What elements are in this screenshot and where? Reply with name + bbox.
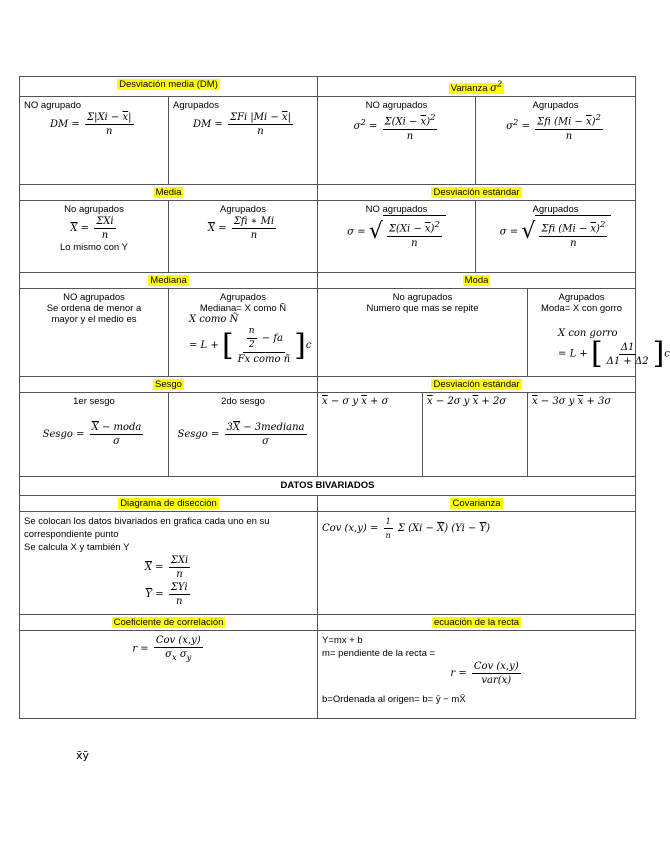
sesgo-primero-label: 1er sesgo [73, 396, 115, 408]
dm-agrupados-label: Agrupados [173, 100, 219, 112]
covarianza-cell [318, 512, 636, 615]
recta-r-formula: r = $\frac{\text{Cov (x,y)}}{\text{var(x)}}$ [450, 661, 519, 687]
diagrama-y-mean: $\overline{Y}$ = $\frac{\text{ΣYi}}{n}$ [145, 582, 188, 608]
recta-line-2: m= pendiente de la recta = [322, 648, 436, 660]
varianza-no-agrupados-label: NO agrupados [365, 100, 428, 112]
dm-no-agrupado-cell [20, 97, 169, 185]
diagrama-line-3: Se calcula X y también Y [24, 542, 130, 554]
covarianza-header: Covarianza [318, 496, 636, 512]
varianza-agrupados-label: Agrupados [532, 100, 579, 112]
covarianza-formula: Cov (x,y) = $\frac{1}{n}$ Σ $(Xi - \overline{X})$ $(Yi - \overline{Y})$ [322, 517, 491, 541]
desv-range-1: $\overline{x} - \sigma$ y $\overline{x} + \sigma$ [322, 396, 389, 408]
mediana-no-agrupados-cell [20, 289, 169, 377]
desv-range-2-cell [423, 393, 528, 477]
dm-agrupados-formula: DM = $\frac{\Sigma Fi |Mi - \overline{x}|}{n}$ [193, 112, 291, 138]
sesgo-primero-cell [20, 393, 169, 477]
correlacion-cell [20, 631, 318, 719]
desv-est-no-agrupados-formula: σ = √ $\frac{\Sigma(Xi - \overline{x})^2}{n}$ [322, 215, 471, 249]
dm-agrupados-cell [169, 97, 318, 185]
diagrama-header: Diagrama de disección [20, 496, 318, 512]
sesgo-segundo-cell [169, 393, 318, 477]
moda-x-con-gorro: X con gorro [558, 328, 618, 340]
media-agrupados-label: Agrupados [220, 204, 266, 216]
varianza-no-agrupados-formula: $\sigma^2$ = $\frac{\Sigma(Xi - \overline{x})^2}{n}$ [353, 112, 436, 142]
media-no-agrupados-label: No agrupados [64, 204, 124, 216]
mediana-desc-1: Se ordena de menor a [46, 303, 142, 315]
recta-line-3: b=Ordenada al origen= b= ȳ − mX̄ [322, 694, 466, 706]
varianza-agrupados-formula: $\sigma^2$ = $\frac{\Sigma fi (Mi - \overline{x})^2}{n}$ [506, 112, 601, 142]
varianza-header: Varianza $\sigma^2$ [318, 77, 636, 97]
diagrama-x-mean: $\overline{X}$ = $\frac{\text{ΣXi}}{n}$ [144, 555, 189, 581]
media-agrupados-cell [169, 201, 318, 273]
dm-no-agrupado-label: NO agrupado [24, 100, 82, 112]
recta-header: ecuación de la recta [318, 615, 636, 631]
sesgo-segundo-formula: Sesgo = $\frac{3\overline{X} - 3mediana}{\sigma}$ [177, 422, 305, 448]
mediana-formula: = L + [ $\frac{n}{2}$ − fa Fx como ñ ] c [189, 326, 312, 366]
mediana-eq: Mediana= X como Ñ [199, 303, 287, 315]
media-no-agrupados-formula: $\overline{X}$ = $\frac{\text{ΣXi}}{n}$ [70, 216, 114, 242]
recta-line-1: Y=mx + b [322, 635, 363, 647]
desv-est-agrupados-label: Agrupados [532, 204, 579, 216]
formula-table [19, 76, 670, 719]
varianza-agrupados-cell [476, 97, 636, 185]
recta-cell [318, 631, 636, 719]
moda-formula: = L + [ $\frac{\Delta 1}{\Delta 1 + \Delta 2}$ ] c [558, 336, 670, 372]
media-no-agrupados-cell [20, 201, 169, 273]
media-header: Media [20, 185, 318, 201]
dm-no-agrupado-formula: DM = $\frac{\Sigma|Xi - \overline{x}|}{n}$ [50, 112, 132, 138]
desv-est-header: Desviación estándar [318, 185, 636, 201]
media-agrupados-formula: $\overline{X}$ = $\frac{\text{Σfi ∗ Mi}}{n}$ [207, 216, 275, 242]
sesgo-primero-formula: Sesgo = $\frac{\overline{X} - moda}{\sigma}$ [42, 422, 142, 448]
correlacion-header: Coeficiente de correlación [20, 615, 318, 631]
bivariados-title: DATOS BIVARIADOS [20, 477, 636, 496]
sesgo-header: Sesgo [20, 377, 318, 393]
desv-range-3-cell [528, 393, 636, 477]
mediana-agrupados-label: Agrupados [220, 292, 266, 304]
diagrama-line-1: Se colocan los datos bivariados en grafica cada uno en su [24, 516, 270, 528]
desv-est2-header: Desviación estándar [318, 377, 636, 393]
moda-eq: Moda= X con gorro [540, 303, 623, 315]
mediana-x-como: X como Ñ [189, 314, 239, 326]
mediana-desc-2: mayor y el medio es [51, 314, 137, 326]
correlacion-formula: r = $\frac{\text{Cov (x,y)}}{\sigma_x \sigma_y}$ [132, 635, 201, 663]
moda-no-agrupados-cell [318, 289, 528, 377]
desv-range-2: $\overline{x} - 2\sigma$ y $\overline{x} + 2\sigma$ [427, 396, 507, 408]
desv-range-3: $\overline{x} - 3\sigma$ y $\overline{x} + 3\sigma$ [532, 396, 612, 408]
moda-header: Moda [318, 273, 636, 289]
media-note: Lo mismo con Y [60, 242, 128, 254]
desv-range-1-cell [318, 393, 423, 477]
desv-est-no-agrupados-cell [318, 201, 476, 273]
varianza-no-agrupados-cell [318, 97, 476, 185]
desv-est-no-agrupados-label: NO agrupados [365, 204, 428, 216]
mediana-header: Mediana [20, 273, 318, 289]
dm-header: Desviación media (DM) [20, 77, 318, 97]
moda-desc: Numero que mas se repite [366, 303, 479, 315]
mediana-no-agrupados-label: NO agrupados [63, 292, 125, 304]
desv-est-agrupados-cell [476, 201, 636, 273]
mediana-agrupados-cell [169, 289, 318, 377]
desv-est-agrupados-formula: σ = √ $\frac{\Sigma fi (Mi - \overline{x})^2}{n}$ [480, 215, 631, 249]
moda-agrupados-label: Agrupados [558, 292, 605, 304]
moda-no-agrupados-label: No agrupados [392, 292, 453, 304]
moda-agrupados-cell [528, 289, 670, 377]
sesgo-segundo-label: 2do sesgo [221, 396, 265, 408]
diagrama-cell [20, 512, 318, 615]
formula-sheet [19, 76, 670, 719]
footnote: x̄ȳ [76, 749, 90, 762]
diagrama-line-2: correspondiente punto [24, 529, 119, 541]
